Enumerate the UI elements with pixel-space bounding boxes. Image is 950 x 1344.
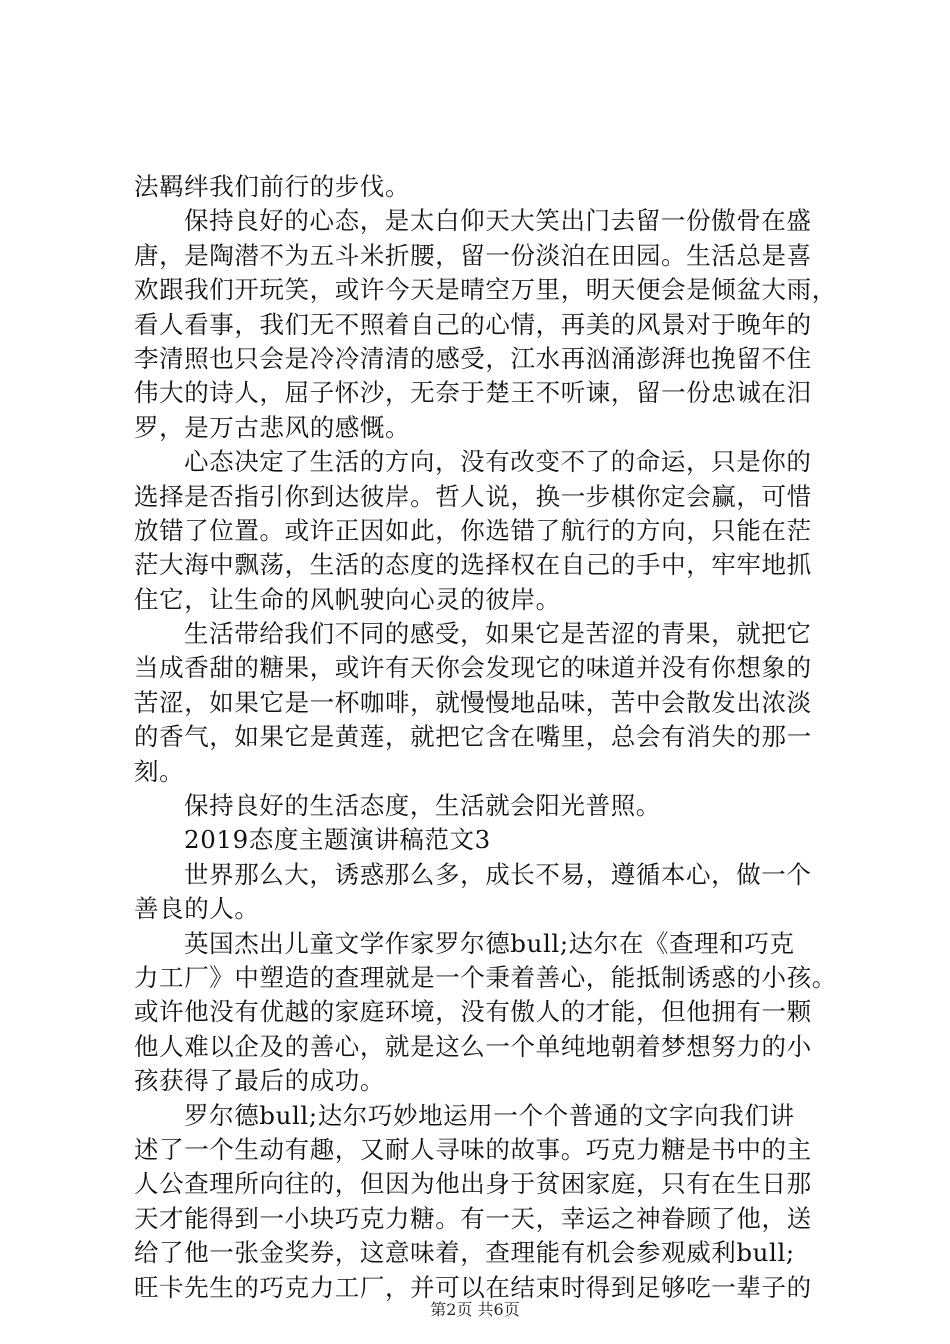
text-line: 看人看事，我们无不照着自己的心情，再美的风景对于晚年的 xyxy=(134,309,812,339)
text-line: 保持良好的心态，是太白仰天大笑出门去留一份傲骨在盛 xyxy=(184,206,812,236)
text-line: 孩获得了最后的成功。 xyxy=(134,1066,385,1096)
text-line: 他人难以企及的善心，就是这么一个单纯地朝着梦想努力的小 xyxy=(134,1031,812,1061)
text-line: 英国杰出儿童文学作家罗尔德bull;达尔在《查理和巧克 xyxy=(184,928,795,958)
text-line: 世界那么大，诱惑那么多，成长不易，遵循本心，做一个 xyxy=(184,859,812,889)
text-line: 伟大的诗人，屈子怀沙，无奈于楚王不听谏，留一份忠诚在汨 xyxy=(134,378,812,408)
text-line: 欢跟我们开玩笑，或许今天是晴空万里，明天便会是倾盆大雨， xyxy=(134,275,837,305)
text-line: 保持良好的生活态度，生活就会阳光普照。 xyxy=(184,791,661,821)
text-line: 当成香甜的糖果，或许有天你会发现它的味道并没有你想象的 xyxy=(134,653,812,683)
text-line: 茫大海中飘荡，生活的态度的选择权在自己的手中，牢牢地抓 xyxy=(134,550,812,580)
text-line: 李清照也只会是冷冷清清的感受，江水再汹涌澎湃也挽留不住 xyxy=(134,343,812,373)
text-line: 唐，是陶潜不为五斗米折腰，留一份淡泊在田园。生活总是喜 xyxy=(134,240,812,270)
text-line: 罗尔德bull;达尔巧妙地运用一个个普通的文字向我们讲 xyxy=(184,1100,795,1130)
text-line: 选择是否指引你到达彼岸。哲人说，换一步棋你定会赢，可惜 xyxy=(134,481,812,511)
text-line: 或许他没有优越的家庭环境，没有傲人的才能，但他拥有一颗 xyxy=(134,997,812,1027)
text-line: 罗，是万古悲风的感慨。 xyxy=(134,412,411,442)
text-line: 住它，让生命的风帆驶向心灵的彼岸。 xyxy=(134,584,561,614)
text-line: 苦涩，如果它是一杯咖啡，就慢慢地品味，苦中会散发出浓淡 xyxy=(134,687,812,717)
text-line: 天才能得到一小块巧克力糖。有一天，幸运之神眷顾了他，送 xyxy=(134,1203,812,1233)
text-line: 心态决定了生活的方向，没有改变不了的命运，只是你的 xyxy=(184,447,812,477)
text-line: 述了一个生动有趣，又耐人寻味的故事。巧克力糖是书中的主 xyxy=(134,1134,812,1164)
page-number-footer: 第2页 共6页 xyxy=(430,1300,520,1319)
text-line: 给了他一张金奖券，这意味着，查理能有机会参观威利bull; xyxy=(134,1238,795,1268)
text-line: 旺卡先生的巧克力工厂，并可以在结束时得到足够吃一辈子的 xyxy=(134,1272,812,1302)
text-line: 法羁绊我们前行的步伐。 xyxy=(134,172,411,201)
text-line: 人公查理所向往的，但因为他出身于贫困家庭，只有在生日那 xyxy=(134,1169,812,1199)
text-line: 放错了位置。或许正因如此，你选错了航行的方向，只能在茫 xyxy=(134,515,812,545)
text-line: 的香气，如果它是黄莲，就把它含在嘴里，总会有消失的那一 xyxy=(134,722,812,752)
text-line: 生活带给我们不同的感受，如果它是苦涩的青果，就把它 xyxy=(184,619,812,649)
section-heading: 2019态度主题演讲稿范文3 xyxy=(184,825,491,855)
text-line: 刻。 xyxy=(134,756,185,786)
text-line: 善良的人。 xyxy=(134,894,260,924)
body-text xyxy=(134,170,837,1305)
text-line: 力工厂》中塑造的查理就是一个秉着善心，能抵制诱惑的小孩。 xyxy=(134,962,837,992)
